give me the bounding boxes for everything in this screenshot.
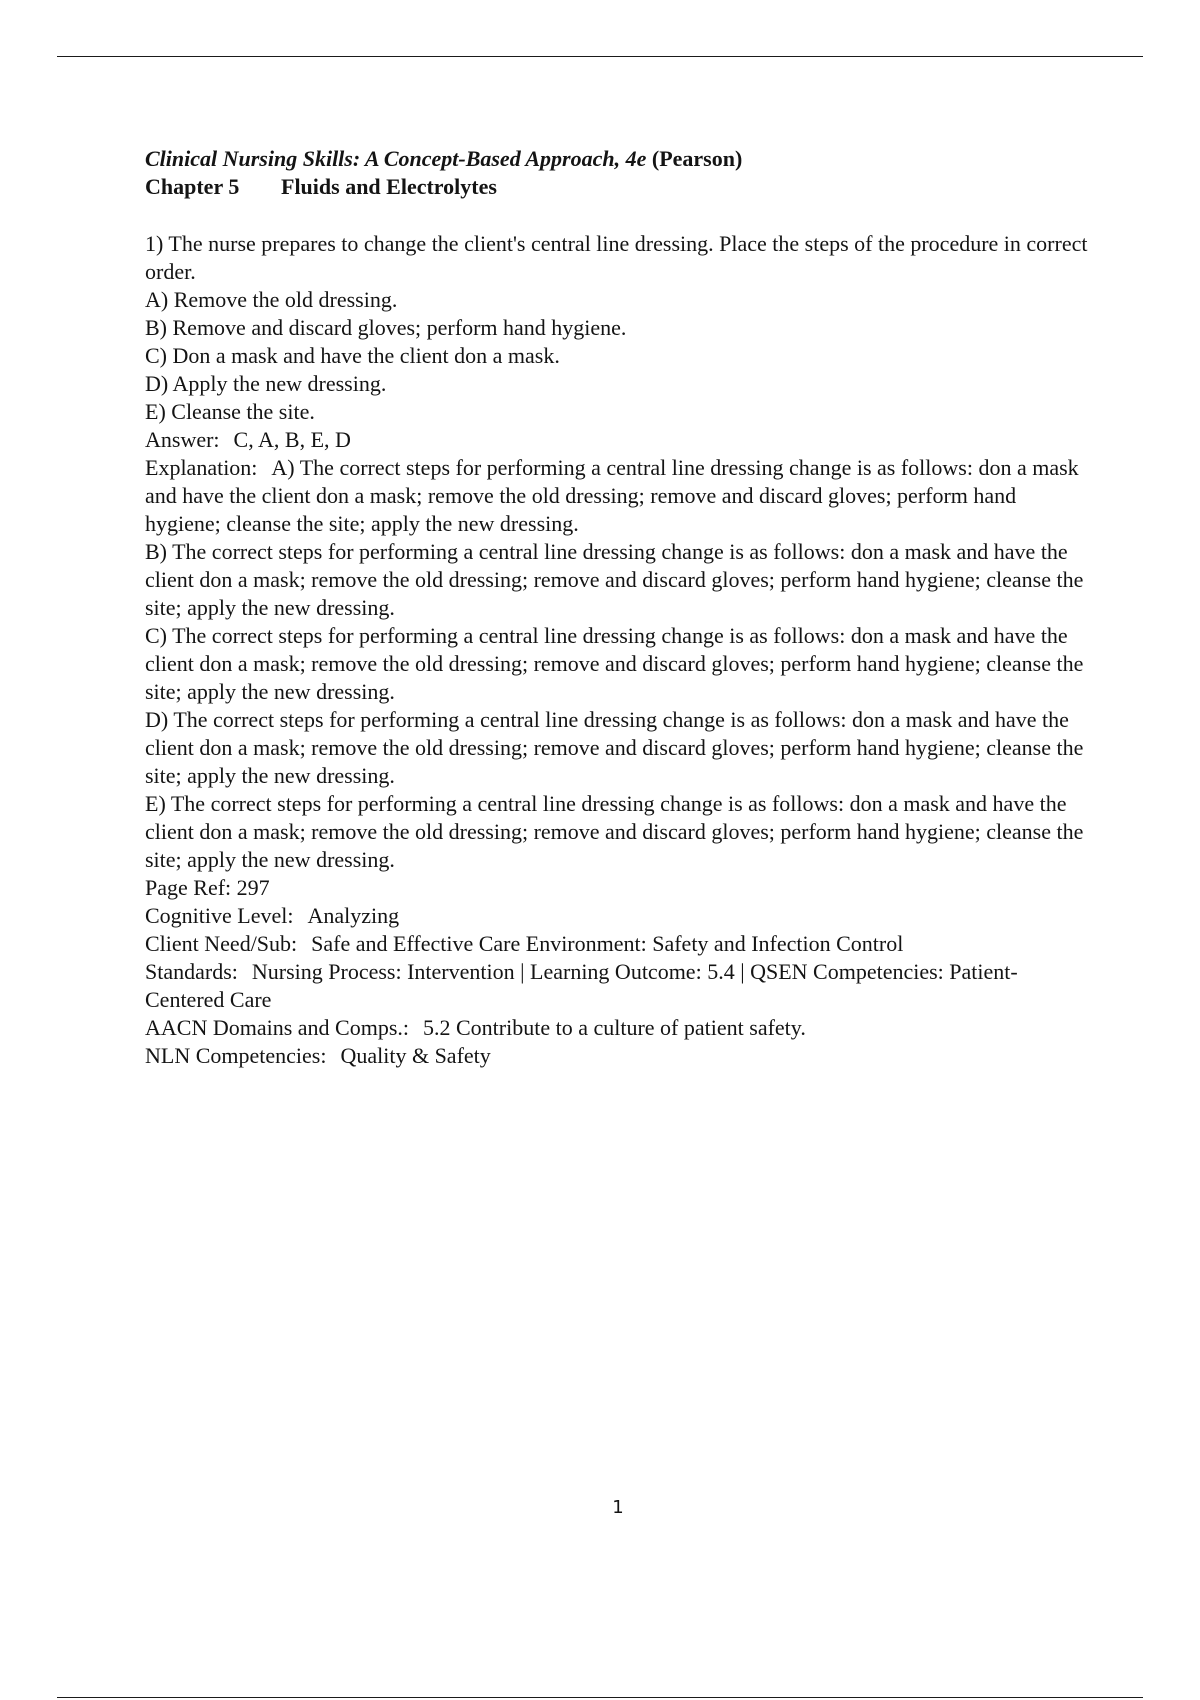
explanation-e: E) The correct steps for performing a central line dressing change is as follows: don a mask and have the client don a mask; remove the old dressing; remove and discard gloves; perform hand hygiene; cleanse the site; apply the new dressing. <box>145 791 1084 872</box>
nln-value: Quality & Safety <box>340 1043 491 1068</box>
cognitive-level-label: Cognitive Level: <box>145 903 294 928</box>
chapter-title: Fluids and Electrolytes <box>281 174 497 199</box>
explanation-label: Explanation: <box>145 455 258 480</box>
aacn-label: AACN Domains and Comps.: <box>145 1015 409 1040</box>
cognitive-level <box>145 902 1095 930</box>
document-header <box>145 145 1095 201</box>
standards-value: Nursing Process: Intervention | Learning Outcome: 5.4 | QSEN Competencies: Patient-Centered Care <box>145 959 1018 1012</box>
standards-label: Standards: <box>145 959 238 984</box>
explanation-text: A) The correct steps for performing a central line dressing change is as follows: don a mask and have the client don a mask; remove the old dressing; remove and discard gloves; perform hand hygiene; cleanse the site; apply the new dressing. <box>145 455 1079 536</box>
answer-label: Answer: <box>145 427 220 452</box>
book-title-line <box>145 145 1095 173</box>
explanation-a <box>145 454 1095 538</box>
explanation-d: D) The correct steps for performing a central line dressing change is as follows: don a mask and have the client don a mask; remove the old dressing; remove and discard gloves; perform hand hygiene; cleanse the site; apply the new dressing. <box>145 707 1084 788</box>
nln-competencies <box>145 1042 1095 1070</box>
page-ref: Page Ref: 297 <box>145 875 270 900</box>
aacn-value: 5.2 Contribute to a culture of patient safety. <box>423 1015 806 1040</box>
explanation-b: B) The correct steps for performing a central line dressing change is as follows: don a mask and have the client don a mask; remove the old dressing; remove and discard gloves; perform hand hygiene; cleanse the site; apply the new dressing. <box>145 539 1084 620</box>
chapter-number: Chapter 5 <box>145 174 240 199</box>
spacer <box>145 201 1095 230</box>
document-body <box>145 145 1095 1070</box>
explanation-c: C) The correct steps for performing a central line dressing change is as follows: don a mask and have the client don a mask; remove the old dressing; remove and discard gloves; perform hand hygiene; cleanse the site; apply the new dressing. <box>145 623 1084 704</box>
option-d: D) Apply the new dressing. <box>145 371 387 396</box>
client-need-value: Safe and Effective Care Environment: Safety and Infection Control <box>311 931 904 956</box>
page-number: 1 <box>612 1497 624 1518</box>
answer-value: C, A, B, E, D <box>233 427 351 452</box>
book-title: Clinical Nursing Skills: A Concept-Based Approach, 4e <box>145 146 647 171</box>
top-divider <box>57 56 1143 57</box>
chapter-line <box>145 173 1095 201</box>
cognitive-level-value: Analyzing <box>307 903 400 928</box>
option-e: E) Cleanse the site. <box>145 399 315 424</box>
nln-label: NLN Competencies: <box>145 1043 327 1068</box>
question-block <box>145 230 1095 1070</box>
standards <box>145 958 1095 1014</box>
client-need-label: Client Need/Sub: <box>145 931 298 956</box>
publisher: (Pearson) <box>651 146 743 171</box>
option-c: C) Don a mask and have the client don a mask. <box>145 343 560 368</box>
option-a: A) Remove the old dressing. <box>145 287 398 312</box>
bottom-divider <box>57 1697 1143 1698</box>
aacn-domains <box>145 1014 1095 1042</box>
answer-line <box>145 426 1095 454</box>
question-stem: 1) The nurse prepares to change the client's central line dressing. Place the steps of the procedure in correct order. <box>145 231 1088 284</box>
option-b: B) Remove and discard gloves; perform hand hygiene. <box>145 315 627 340</box>
client-need <box>145 930 1095 958</box>
